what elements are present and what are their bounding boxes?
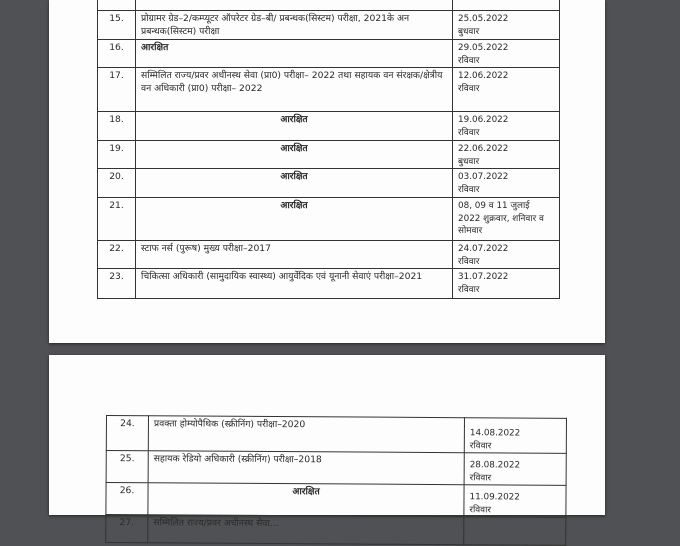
row-date-value: 19.06.2022 bbox=[458, 115, 509, 125]
row-date bbox=[453, 169, 560, 198]
row-date bbox=[453, 112, 560, 141]
table-row-partial bbox=[106, 515, 566, 546]
table-row bbox=[98, 40, 560, 68]
row-date-value: 28.08.2022 bbox=[469, 460, 521, 471]
row-date bbox=[453, 141, 560, 169]
table-row bbox=[98, 198, 560, 241]
row-description: चिकित्सा अधिकारी (सामुदायिक स्वास्थ्य) आयुर्वेदिक एवं यूनानी सेवाएं परीक्षा–2021 bbox=[136, 269, 453, 299]
row-description: प्रोग्रामर ग्रेड–2/कम्प्यूटर ऑपरेटर ग्रेड–बी/ प्रबन्धक(सिस्टम) परीक्षा, 2021के अन प्रबन्धक(सिस्टम) परीक्षा bbox=[136, 11, 453, 40]
table-row bbox=[98, 68, 560, 112]
row-description: सहायक रेडियो अधिकारी (स्क्रीनिंग) परीक्षा–2018 bbox=[148, 451, 464, 485]
table-row bbox=[98, 141, 560, 169]
row-date-value: 12.06.2022 bbox=[458, 71, 509, 81]
row-day: बुधवार bbox=[458, 26, 480, 37]
pdf-page-2 bbox=[49, 355, 605, 530]
row-number: 16. bbox=[98, 40, 136, 68]
row-number: 26. bbox=[106, 483, 148, 515]
row-day: रविवार bbox=[458, 256, 480, 267]
row-date-value: 11.09.2022 bbox=[469, 492, 520, 503]
row-date bbox=[453, 11, 560, 40]
row-number: 17. bbox=[98, 68, 136, 112]
row-description: आरक्षित bbox=[148, 483, 464, 517]
table-row bbox=[98, 169, 560, 198]
row-number: 25. bbox=[106, 451, 148, 483]
pdf-page-1 bbox=[49, 0, 605, 343]
row-date-value: 25.05.2022 bbox=[458, 14, 509, 24]
row-date bbox=[464, 418, 566, 454]
table-row bbox=[98, 241, 560, 269]
row-number: 18. bbox=[98, 112, 136, 141]
exam-schedule-table-page-2 bbox=[105, 415, 567, 546]
row-description: स्टाफ नर्स (पुरूष) मुख्य परीक्षा–2017 bbox=[136, 241, 453, 269]
row-description: प्रवक्ता होम्योपैथिक (स्क्रीनिंग) परीक्षा–2020 bbox=[148, 416, 464, 453]
row-date bbox=[453, 269, 560, 299]
row-date bbox=[453, 198, 560, 241]
row-date bbox=[453, 40, 560, 68]
row-day: रविवार bbox=[458, 127, 480, 138]
row-date-value: 31.07.2022 bbox=[458, 272, 509, 282]
row-date-value: 29.05.2022 bbox=[458, 43, 509, 53]
row-description: आरक्षित bbox=[136, 112, 453, 141]
row-day: रविवार bbox=[469, 504, 492, 515]
row-day: रविवार bbox=[458, 55, 480, 66]
row-date bbox=[464, 485, 566, 518]
row-day: रविवार bbox=[469, 472, 492, 483]
row-date-value: 14.08.2022 bbox=[469, 428, 521, 439]
row-number bbox=[98, 0, 136, 11]
row-date-value: 24.07.2022 bbox=[458, 244, 509, 254]
row-description: सम्मिलित राज्य/प्रवर अधीनस्थ सेवा (प्रा0) परीक्षा– 2022 तथा सहायक वन संरक्षक/क्षेत्रीय वन अधिकारी (प्रा0) परीक्षा– 2022 bbox=[136, 68, 453, 112]
row-description bbox=[136, 0, 453, 11]
row-description: आरक्षित bbox=[136, 198, 453, 241]
row-description: आरक्षित bbox=[136, 169, 453, 198]
row-day: रविवार bbox=[458, 284, 480, 295]
table-row bbox=[106, 483, 566, 518]
row-description: सम्मिलित राज्य/प्रवर अधीनस्थ सेवा... bbox=[148, 515, 464, 545]
row-number: 23. bbox=[98, 269, 136, 299]
row-number: 24. bbox=[106, 416, 148, 451]
row-description: आरक्षित bbox=[136, 40, 453, 68]
row-number: 22. bbox=[98, 241, 136, 269]
row-day: रविवार bbox=[458, 83, 480, 94]
row-day bbox=[469, 519, 560, 520]
row-number: 20. bbox=[98, 169, 136, 198]
table-row bbox=[98, 11, 560, 40]
row-date bbox=[464, 453, 566, 486]
row-date-value: 22.06.2022 bbox=[458, 144, 509, 154]
row-day: रविवार bbox=[469, 440, 492, 451]
table-row bbox=[98, 269, 560, 299]
exam-schedule-table-page-1 bbox=[97, 0, 560, 299]
table-row bbox=[106, 416, 566, 454]
row-date-value bbox=[469, 519, 560, 520]
row-date bbox=[453, 241, 560, 269]
row-description: आरक्षित bbox=[136, 141, 453, 169]
table-row-partial bbox=[98, 0, 560, 11]
row-day: रविवार bbox=[458, 184, 480, 195]
table-row bbox=[98, 112, 560, 141]
row-number: 27. bbox=[106, 515, 148, 543]
row-number: 19. bbox=[98, 141, 136, 169]
row-date bbox=[453, 0, 560, 11]
row-date-value: 03.07.2022 bbox=[458, 172, 509, 182]
row-number: 15. bbox=[98, 11, 136, 40]
table-row bbox=[106, 451, 566, 486]
row-date bbox=[453, 68, 560, 112]
row-date bbox=[464, 517, 566, 546]
row-number: 21. bbox=[98, 198, 136, 241]
row-date-value: 08, 09 व 11 जुलाई 2022 शुक्रवार, शनिवार व सोमवार bbox=[458, 201, 544, 236]
row-day: बुधवार bbox=[458, 156, 480, 167]
